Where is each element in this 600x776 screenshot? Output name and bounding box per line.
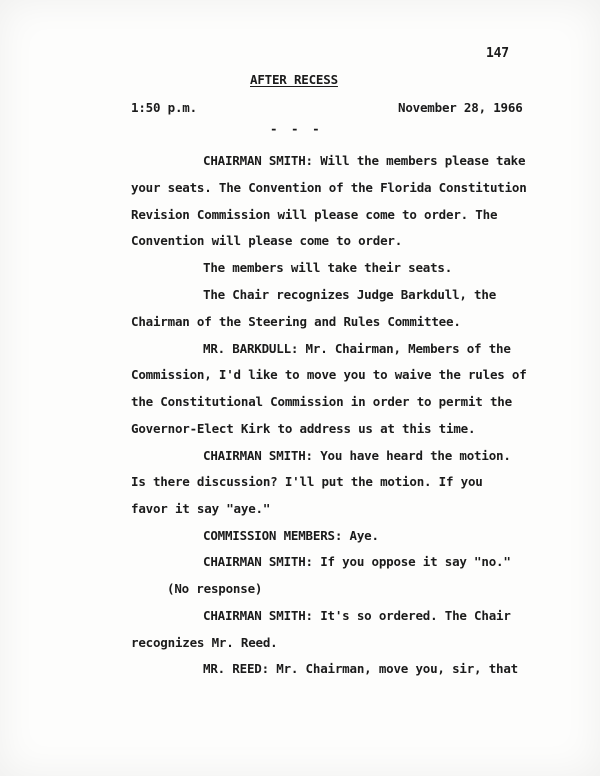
section-heading: AFTER RECESS xyxy=(250,72,338,87)
transcript-line: CHAIRMAN SMITH: You have heard the motion. xyxy=(203,448,511,463)
transcript-line: Is there discussion? I'll put the motion. If you xyxy=(131,474,483,489)
session-date: November 28, 1966 xyxy=(398,100,523,115)
transcript-line: The members will take their seats. xyxy=(203,260,453,275)
page-number: 147 xyxy=(486,46,509,61)
transcript-line: your seats. The Convention of the Florida Constitution xyxy=(131,180,527,195)
transcript-line: favor it say "aye." xyxy=(131,501,271,516)
transcript-line: recognizes Mr. Reed. xyxy=(131,635,278,650)
transcript-line: Commission, I'd like to move you to waive the rules of xyxy=(131,367,527,382)
session-time: 1:50 p.m. xyxy=(131,100,197,115)
transcript-line: CHAIRMAN SMITH: Will the members please take xyxy=(203,153,526,168)
transcript-line: CHAIRMAN SMITH: It's so ordered. The Chair xyxy=(203,608,511,623)
transcript-line: Governor-Elect Kirk to address us at this time. xyxy=(131,421,476,436)
transcript-line: CHAIRMAN SMITH: If you oppose it say "no." xyxy=(203,554,511,569)
transcript-line: Chairman of the Steering and Rules Committee. xyxy=(131,314,461,329)
transcript-line: MR. BARKDULL: Mr. Chairman, Members of the xyxy=(203,341,511,356)
transcript-line: The Chair recognizes Judge Barkdull, the xyxy=(203,287,497,302)
transcript-line: MR. REED: Mr. Chairman, move you, sir, that xyxy=(203,661,519,676)
section-divider: - - - xyxy=(270,121,323,136)
transcript-line: the Constitutional Commission in order to permit the xyxy=(131,394,512,409)
transcript-line: Convention will please come to order. xyxy=(131,233,403,248)
transcript-line: COMMISSION MEMBERS: Aye. xyxy=(203,528,379,543)
transcript-line: (No response) xyxy=(167,581,263,596)
transcript-line: Revision Commission will please come to order. The xyxy=(131,207,498,222)
